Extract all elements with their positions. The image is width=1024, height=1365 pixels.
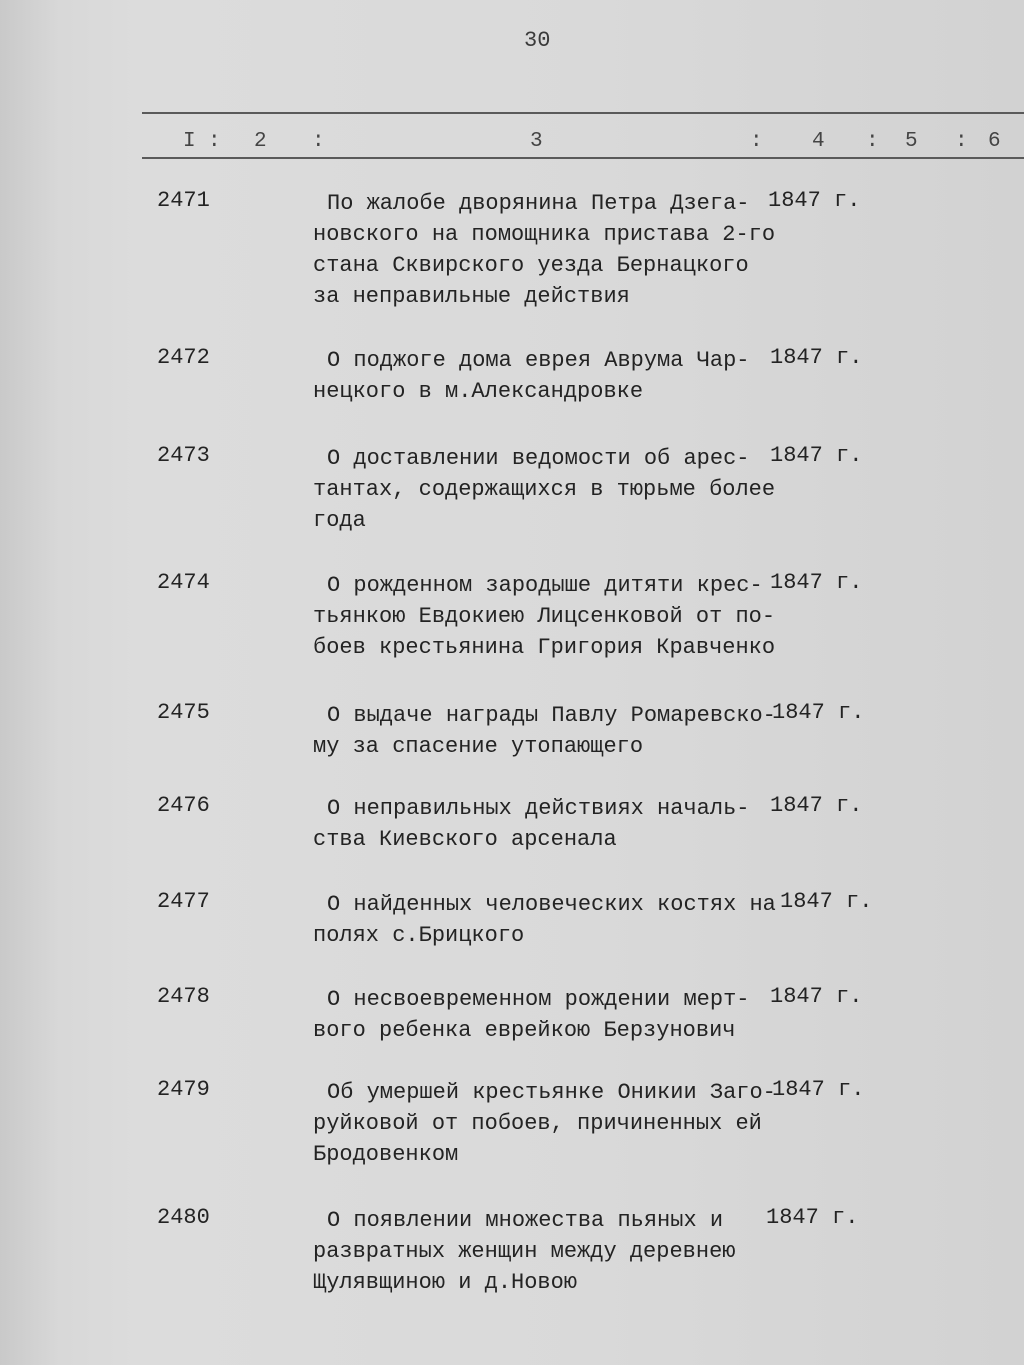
entry-text-line: года — [313, 508, 366, 533]
column-header-label: 2 — [254, 130, 267, 153]
column-header-label: 5 — [905, 130, 918, 153]
header-rule-top — [142, 112, 1024, 114]
entry-number: 2479 — [157, 1077, 210, 1102]
entry-number: 2476 — [157, 793, 210, 818]
entry-text-line: Щулявщиною и д.Новою — [313, 1270, 578, 1295]
column-separator: : — [955, 130, 968, 153]
entry-year: 1847 г. — [770, 443, 863, 468]
entry-text-line: О несвоевременном рождении мерт- — [327, 987, 750, 1012]
entry-text-line: нецкого в м.Александровке — [313, 379, 644, 404]
entry-text-line: полях с.Брицкого — [313, 923, 525, 948]
entry-number: 2474 — [157, 570, 210, 595]
column-separator: : — [208, 130, 221, 153]
entry-year: 1847 г. — [770, 570, 863, 595]
column-header-label: 3 — [530, 130, 543, 153]
column-header-label: I — [183, 130, 196, 153]
entry-text-line: О найденных человеческих костях на — [327, 892, 776, 917]
entry-text-line: боев крестьянина Григория Кравченко — [313, 635, 776, 660]
entry-number: 2475 — [157, 700, 210, 725]
entry-number: 2471 — [157, 188, 210, 213]
entry-number: 2477 — [157, 889, 210, 914]
entry-text-line: О появлении множества пьяных и — [327, 1208, 724, 1233]
entry-text-line: развратных женщин между деревнею — [313, 1239, 736, 1264]
entry-text-line: О поджоге дома еврея Аврума Чар- — [327, 348, 750, 373]
entry-number: 2478 — [157, 984, 210, 1009]
entry-year: 1847 г. — [766, 1205, 859, 1230]
entry-year: 1847 г. — [772, 700, 865, 725]
entry-year: 1847 г. — [772, 1077, 865, 1102]
entry-text-line: ства Киевского арсенала — [313, 827, 617, 852]
entry-text-line: стана Сквирского уезда Бернацкого — [313, 253, 749, 278]
entry-text-line: му за спасение утопающего — [313, 734, 644, 759]
entry-number: 2480 — [157, 1205, 210, 1230]
entry-text-line: вого ребенка еврейкою Берзунович — [313, 1018, 736, 1043]
column-separator: : — [866, 130, 879, 153]
entry-text-line: О выдаче награды Павлу Ромаревско- — [327, 703, 776, 728]
entry-number: 2472 — [157, 345, 210, 370]
entry-text-line: По жалобе дворянина Петра Дзега- — [327, 191, 750, 216]
entry-text-line: тантах, содержащихся в тюрьме более — [313, 477, 776, 502]
entry-text-line: руйковой от побоев, причиненных ей — [313, 1111, 762, 1136]
entry-year: 1847 г. — [770, 345, 863, 370]
entry-year: 1847 г. — [768, 188, 861, 213]
page-number: 30 — [524, 28, 551, 53]
column-separator: : — [750, 130, 763, 153]
entry-text-line: за неправильные действия — [313, 284, 630, 309]
column-header-label: 6 — [988, 130, 1001, 153]
column-header-label: 4 — [812, 130, 825, 153]
entry-text-line: тьянкою Евдокиею Лицсенковой от по- — [313, 604, 776, 629]
entry-text-line: О доставлении ведомости об арес- — [327, 446, 750, 471]
entry-text-line: Об умершей крестьянке Оникии Заго- — [327, 1080, 776, 1105]
entry-text-line: О рожденном зародыше дитяти крес- — [327, 573, 763, 598]
column-separator: : — [312, 130, 325, 153]
entry-year: 1847 г. — [770, 793, 863, 818]
entry-number: 2473 — [157, 443, 210, 468]
entry-text-line: О неправильных действиях началь- — [327, 796, 750, 821]
entry-year: 1847 г. — [770, 984, 863, 1009]
header-rule-bottom — [142, 157, 1024, 159]
entry-year: 1847 г. — [780, 889, 873, 914]
entry-text-line: Бродовенком — [313, 1142, 459, 1167]
entry-text-line: новского на помощника пристава 2-го — [313, 222, 776, 247]
